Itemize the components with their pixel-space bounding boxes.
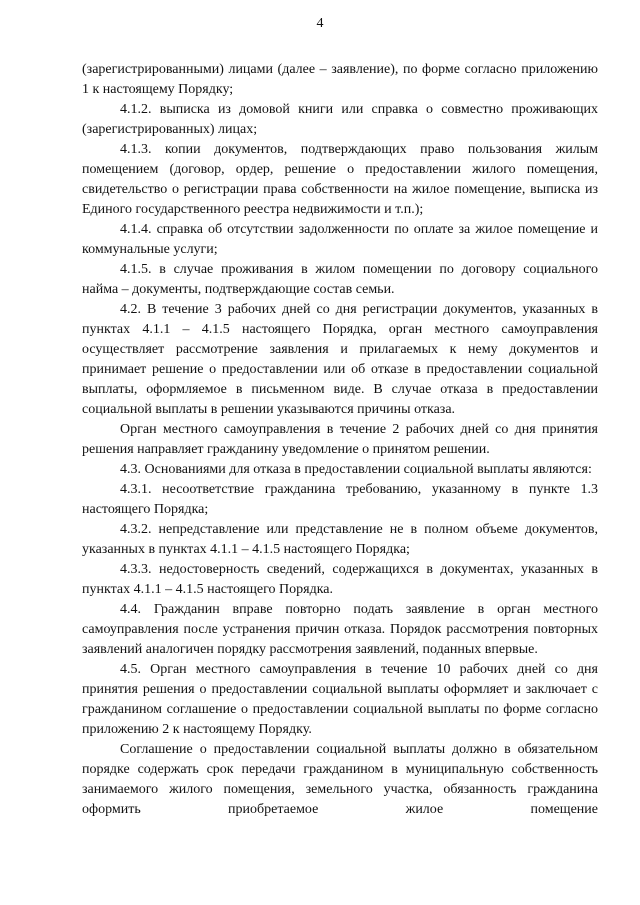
paragraph-notification: Орган местного самоуправления в течение 2 рабочих дней со дня принятия решения направляет гражданину уведомление о принятом решении. — [82, 422, 598, 457]
paragraph-4-1-3: 4.1.3. копии документов, подтверждающих право пользования жилым помещением (договор, ордер, решение о предоставлении жилого помещения, свидетельство о регистрации права собственности на жилое помещение, выписка из Единого государственного реестра недвижимости и т.п.); — [82, 142, 598, 217]
paragraph-4-2: 4.2. В течение 3 рабочих дней со дня регистрации документов, указанных в пунктах 4.1.1 – 4.1.5 настоящего Порядка, орган местного самоуправления осуществляет рассмотрение заявления и прилагаемых к нему документов и принимает решение о предоставлении или об отказе в предоставлении социальной выплаты, оформляемое в письменном виде. В случае отказа в предоставлении социальной выплаты в решении указываются причины отказа. — [82, 302, 598, 417]
paragraph-4-3-1: 4.3.1. несоответствие гражданина требованию, указанному в пункте 1.3 настоящего Порядка; — [82, 482, 598, 517]
document-body — [82, 60, 598, 820]
paragraph-4-5: 4.5. Орган местного самоуправления в течение 10 рабочих дней со дня принятия решения о предоставлении социальной выплаты оформляет и заключает с гражданином соглашение о предоставлении социальной выплаты по форме согласно приложению 2 к настоящему Порядку. — [82, 662, 598, 737]
paragraph-agreement: Соглашение о предоставлении социальной выплаты должно в обязательном порядке содержать срок передачи гражданином в муниципальную собственность занимаемого жилого помещения, земельного участка, обязанность гражданина оформить приобретаемое жилое помещение — [82, 742, 598, 817]
paragraph-4-3: 4.3. Основаниями для отказа в предоставлении социальной выплаты являются: — [120, 462, 592, 477]
paragraph-4-1-2: 4.1.2. выписка из домовой книги или справка о совместно проживающих (зарегистрированных) лицах; — [82, 102, 598, 137]
paragraph-continuation: (зарегистрированными) лицами (далее – заявление), по форме согласно приложению 1 к настоящему Порядку; — [82, 62, 598, 97]
paragraph-4-3-3: 4.3.3. недостоверность сведений, содержащихся в документах, указанных в пунктах 4.1.1 – 4.1.5 настоящего Порядка. — [82, 562, 598, 597]
paragraph-4-3-2: 4.3.2. непредставление или представление не в полном объеме документов, указанных в пунктах 4.1.1 – 4.1.5 настоящего Порядка; — [82, 522, 598, 557]
paragraph-4-4: 4.4. Гражданин вправе повторно подать заявление в орган местного самоуправления после устранения причин отказа. Порядок рассмотрения повторных заявлений аналогичен порядку рассмотрения заявлений, поданных впервые. — [82, 602, 598, 657]
paragraph-4-1-4: 4.1.4. справка об отсутствии задолженности по оплате за жилое помещение и коммунальные услуги; — [82, 222, 598, 257]
paragraph-4-1-5: 4.1.5. в случае проживания в жилом помещении по договору социального найма – документы, подтверждающие состав семьи. — [82, 262, 598, 297]
page-number: 4 — [316, 16, 324, 31]
